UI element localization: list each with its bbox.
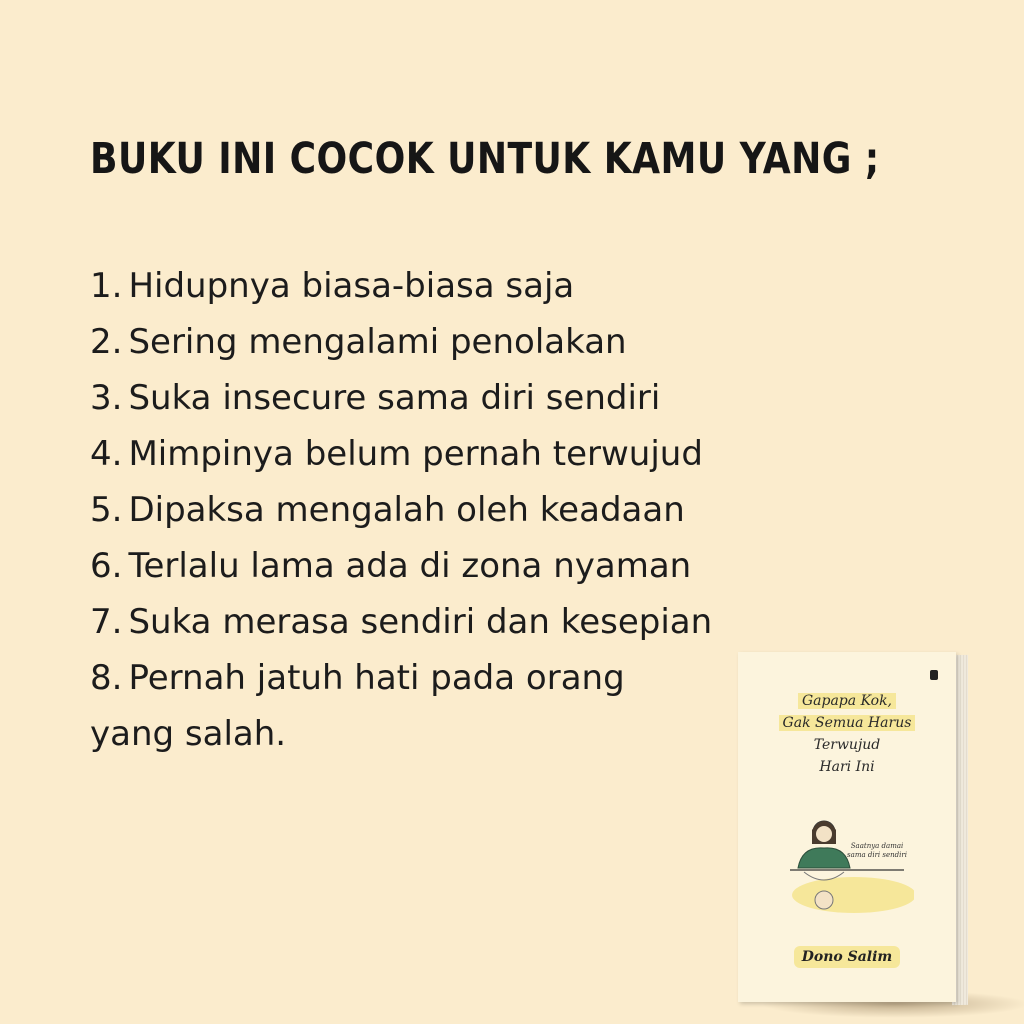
book-cover: [738, 652, 956, 1002]
list-item-number: 3.: [90, 378, 123, 418]
list-item: [90, 426, 790, 482]
list-item: [90, 258, 790, 314]
list-item-number: 6.: [90, 546, 123, 586]
list-item-text: Hidupnya biasa-biasa saja: [128, 266, 575, 306]
book-title-line: Gak Semua Harus: [779, 715, 916, 731]
list-item: [90, 650, 700, 762]
list-item-text: Mimpinya belum pernah terwujud: [128, 434, 703, 474]
girl-illustration-icon: [784, 810, 914, 920]
list-item-number: 8.: [90, 658, 123, 698]
list-item: [90, 594, 790, 650]
list-item-text: Dipaksa mengalah oleh keadaan: [128, 490, 685, 530]
headline: BUKU INI COCOK UNTUK KAMU YANG ;: [90, 134, 880, 184]
list-item-number: 5.: [90, 490, 123, 530]
book-title-line: Gapapa Kok,: [798, 693, 896, 709]
book-author: Dono Salim: [794, 946, 900, 968]
list-item-text: Terlalu lama ada di zona nyaman: [128, 546, 692, 586]
list-item-number: 2.: [90, 322, 123, 362]
list-item: [90, 370, 790, 426]
list-item-number: 7.: [90, 602, 123, 642]
list-item-number: 4.: [90, 434, 123, 474]
list-item-text: Suka insecure sama diri sendiri: [128, 378, 661, 418]
publisher-logo-icon: [930, 670, 938, 680]
book-title: [738, 690, 956, 778]
book-title-line: Terwujud: [813, 737, 881, 753]
list-item: [90, 482, 790, 538]
list-item: [90, 314, 790, 370]
list-item: [90, 538, 790, 594]
list-item-number: 1.: [90, 266, 123, 306]
reasons-list: [90, 258, 790, 762]
list-item-text: Pernah jatuh hati pada orang yang salah.: [90, 658, 625, 754]
list-item-text: Sering mengalami penolakan: [128, 322, 627, 362]
book-tagline: Saatnya damai sama diri sendiri: [847, 842, 907, 859]
book-title-line: Hari Ini: [819, 759, 875, 775]
list-item-text: Suka merasa sendiri dan kesepian: [128, 602, 713, 642]
